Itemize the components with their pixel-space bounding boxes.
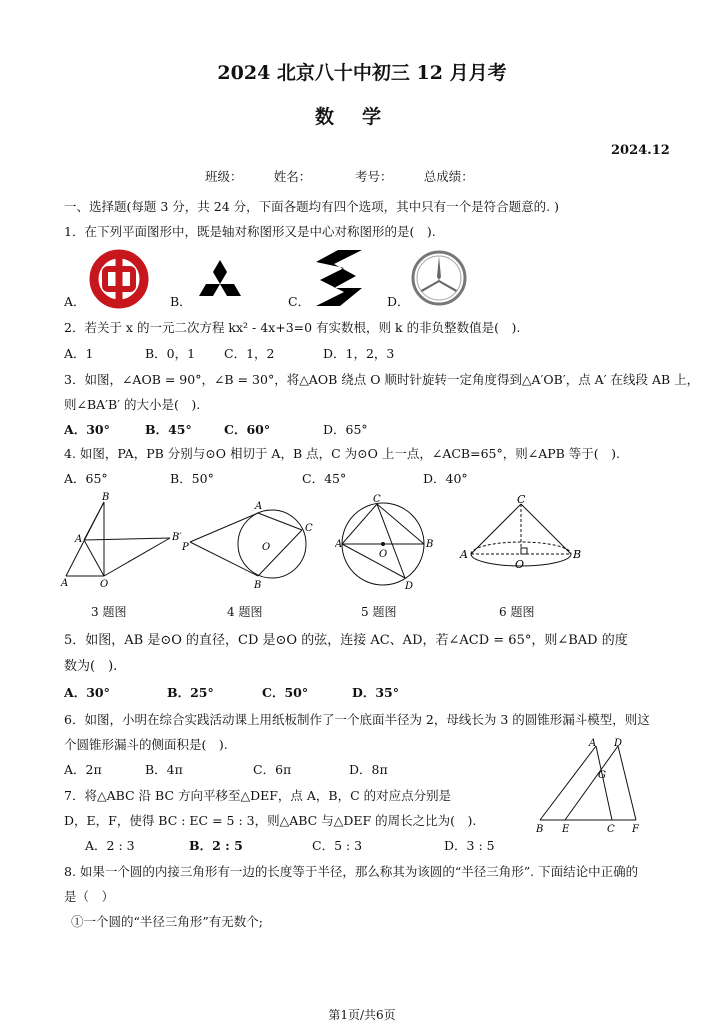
- fig4-label-o: O: [262, 542, 271, 553]
- fig4-label-a: A: [255, 501, 263, 512]
- question-3-stem-line2: 则∠BA′B′ 的大小是( ).: [64, 397, 201, 412]
- q5-option-b: B．25°: [167, 685, 214, 700]
- suzuki-logo-icon: [310, 248, 368, 312]
- figure-q3-diagram: [58, 492, 188, 592]
- q1-option-d-label: D．: [387, 294, 410, 309]
- page-footer: 第1页/共6页: [328, 1008, 396, 1022]
- figure-caption-3: 3 题图: [91, 605, 127, 619]
- q4-option-b: B．50°: [170, 471, 214, 486]
- q5-option-a: A．30°: [64, 685, 110, 700]
- q7-option-c: C．5 : 3: [312, 838, 363, 853]
- fig7-label-b: B: [536, 824, 544, 835]
- figure-caption-6: 6 题图: [499, 605, 535, 619]
- q6-option-a: A．2π: [64, 762, 102, 777]
- section-heading: 一、选择题(每题 3 分，共 24 分，下面各题均有四个选项，其中只有一个是符合题意的. ): [64, 199, 559, 214]
- question-8-item-1: ①一个圆的“半径三角形”有无数个;: [71, 914, 263, 929]
- fig6-label-o: O: [515, 558, 525, 571]
- fig4-label-p: P: [182, 542, 189, 553]
- question-5-stem-line1: 5．如图，AB 是⊙O 的直径，CD 是⊙O 的弦，连接 AC、AD，若∠ACD = 65°，则∠BAD 的度: [64, 633, 628, 648]
- q2-option-c: C．1，2: [224, 346, 275, 361]
- figure-caption-5: 5 题图: [361, 605, 397, 619]
- q7-option-a: A．2 : 3: [85, 838, 135, 853]
- mercedes-logo-icon: [410, 249, 468, 311]
- fig5-label-c: C: [373, 494, 381, 505]
- fig7-label-a: A: [589, 738, 597, 749]
- question-7-stem-line1: 7．将△ABC 沿 BC 方向平移至△DEF，点 A，B，C 的对应点分别是: [64, 788, 452, 803]
- q3-option-d: D．65°: [323, 422, 368, 437]
- fig7-label-d: D: [614, 738, 623, 749]
- q6-option-c: C．6π: [253, 762, 292, 777]
- question-8-stem-line1: 8. 如果一个圆的内接三角形有一边的长度等于半径，那么称其为该圆的“半径三角形”. 下面结论中正确的: [64, 864, 639, 879]
- q1-option-a-label: A．: [64, 294, 86, 309]
- fig5-label-d: D: [405, 581, 414, 592]
- fig5-label-o: O: [379, 549, 388, 560]
- q2-option-a: A．1: [64, 346, 94, 361]
- fig6-label-b: B: [573, 548, 582, 561]
- figure-caption-4: 4 题图: [227, 605, 263, 619]
- question-7-stem-line2: D，E，F，使得 BC : EC = 5 : 3，则△ABC 与△DEF 的周长之比为( ).: [64, 813, 477, 828]
- fig3-label-b-prime: B′: [172, 532, 182, 543]
- fig4-label-c: C: [305, 523, 313, 534]
- fig3-label-a-prime: A: [75, 534, 83, 545]
- fig3-label-a: A: [61, 578, 69, 589]
- q2-option-b: B．0，1: [145, 346, 196, 361]
- q1-option-b-label: B．: [170, 294, 192, 309]
- q2-option-d: D．1，2，3: [323, 346, 395, 361]
- fig7-label-g: G: [598, 770, 606, 781]
- q4-option-d: D．40°: [423, 471, 468, 486]
- q5-option-d: D．35°: [352, 685, 399, 700]
- question-8-stem-line2: 是（ ）: [64, 889, 115, 904]
- fig4-label-b: B: [254, 580, 262, 591]
- q1-option-c-label: C．: [288, 294, 311, 309]
- fig5-label-b: B: [426, 539, 434, 550]
- question-3-stem-line1: 3．如图，∠AOB = 90°，∠B = 30°，将△AOB 绕点 O 顺时针旋转一定角度得到△A′OB′，点 A′ 在线段 AB 上，: [64, 372, 700, 387]
- exam-date: 2024.12: [611, 143, 670, 158]
- fig7-label-e: E: [562, 824, 570, 835]
- fig3-label-b: B: [102, 492, 110, 503]
- mitsubishi-logo-icon: [190, 258, 250, 310]
- q4-option-a: A．65°: [64, 471, 108, 486]
- fig6-label-a: A: [460, 548, 468, 561]
- q3-option-c: C．60°: [224, 422, 271, 437]
- bank-of-china-logo-icon: [88, 248, 150, 314]
- q5-option-c: C．50°: [262, 685, 309, 700]
- q4-option-c: C．45°: [302, 471, 347, 486]
- student-info-fields: 班级： 姓名： 考号： 总成绩：: [205, 169, 474, 184]
- question-6-stem-line2: 个圆锥形漏斗的侧面积是( ).: [64, 737, 228, 752]
- fig6-label-c: C: [517, 494, 526, 506]
- fig7-label-f: F: [632, 824, 639, 835]
- question-6-stem-line1: 6．如图，小明在综合实践活动课上用纸板制作了一个底面半径为 2，母线长为 3 的圆锥形漏斗模型，则这: [64, 712, 650, 727]
- fig7-label-c: C: [607, 824, 615, 835]
- question-1-stem: 1．在下列平面图形中，既是轴对称图形又是中心对称图形的是( ).: [64, 224, 436, 239]
- fig3-label-o: O: [100, 579, 109, 590]
- question-4-stem: 4. 如图，PA，PB 分别与⊙O 相切于 A，B 点，C 为⊙O 上一点，∠ACB=65°，则∠APB 等于( ).: [64, 446, 621, 461]
- q7-option-b: B．2 : 5: [189, 838, 243, 853]
- question-5-stem-line2: 数为( ).: [64, 659, 118, 674]
- q3-option-a: A．30°: [64, 422, 110, 437]
- fig5-label-a: A: [335, 539, 343, 550]
- q6-option-b: B．4π: [145, 762, 183, 777]
- q7-option-d: D．3 : 5: [444, 838, 495, 853]
- page-title: 2024 北京八十中初三 12 月月考: [217, 62, 507, 84]
- q3-option-b: B．45°: [145, 422, 192, 437]
- subject-title: 数学: [314, 106, 409, 128]
- question-2-stem: 2．若关于 x 的一元二次方程 kx² - 4x+3=0 有实数根，则 k 的非负整数值是( ).: [64, 320, 521, 335]
- q6-option-d: D．8π: [349, 762, 388, 777]
